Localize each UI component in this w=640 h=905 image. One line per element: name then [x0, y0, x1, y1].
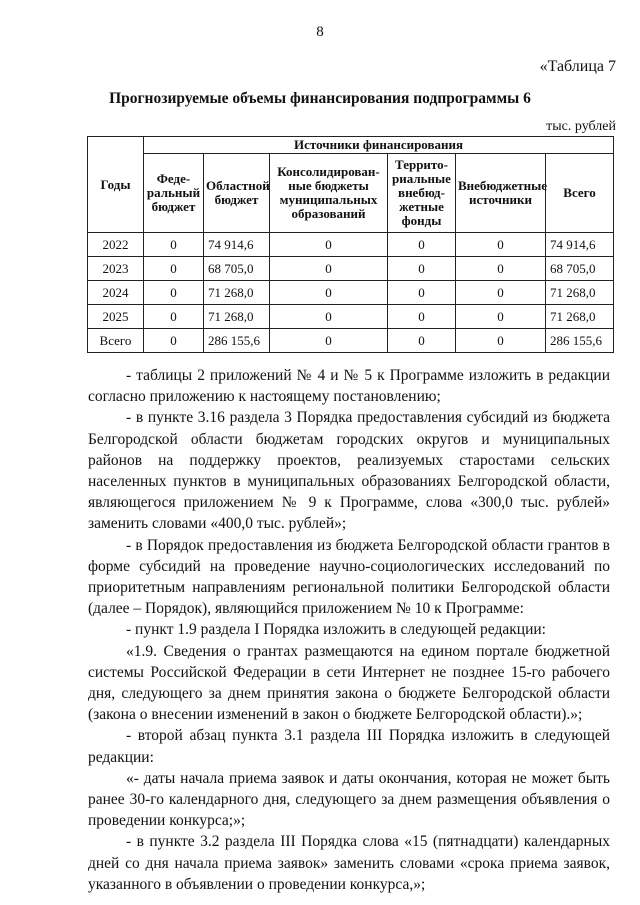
table-row [88, 233, 614, 257]
table-cell: 0 [270, 305, 388, 329]
table-cell: 0 [388, 305, 456, 329]
table-title: Прогнозируемые объемы финансирования подпрограммы 6 [109, 90, 531, 107]
table-cell: 0 [144, 305, 204, 329]
table-cell: 0 [144, 233, 204, 257]
table-row [88, 257, 614, 281]
year-cell: 2024 [88, 281, 144, 305]
year-cell: 2022 [88, 233, 144, 257]
body-text [88, 365, 610, 895]
year-cell: 2023 [88, 257, 144, 281]
table-cell: 71 268,0 [546, 305, 614, 329]
table-cell: 71 268,0 [546, 281, 614, 305]
paragraph: - таблицы 2 приложений № 4 и № 5 к Программе изложить в редакции согласно приложению к настоящему постановлению; [88, 367, 610, 406]
table-cell: 0 [456, 305, 546, 329]
column-header: Консолидирован-ные бюджеты муниципальных образований [270, 154, 388, 233]
paragraph: - в пункте 3.16 раздела 3 Порядка предоставления субсидий из бюджета Белгородской области бюджетам городских округов и муниципальных районов на поддержку проектов, реализуемых старостами сельских населенных пунктов в муниципальных образованиях Белгородской области, являющегося приложением № 9 к Программе, слова «300,0 тыс. рублей» заменить словами «400,0 тыс. рублей»; [88, 409, 610, 533]
paragraph: «1.9. Сведения о грантах размещаются на едином портале бюджетной системы Российской Федерации в сети Интернет не позднее 15-го рабочего дня, следующего за днем принятия закона о бюджете Белгородской области (закона о внесении изменений в закон о бюджете Белгородской области).»; [88, 642, 610, 724]
year-cell: Всего [88, 329, 144, 353]
years-header: Годы [88, 137, 144, 233]
paragraph: - в пункте 3.2 раздела III Порядка слова «15 (пятнадцати) календарных дней со дня начала приема заявок» заменить словами «срока приема заявок, указанного в объявлении о проведении конкурса,»; [88, 833, 610, 893]
paragraph: - в Порядок предоставления из бюджета Белгородской области грантов в форме субсидий на проведение научно-социологических исследований по приоритетным направлениям региональной политики Белгородской области (далее – Порядок), являющийся приложением № 10 к Программе: [88, 536, 610, 618]
table-row [88, 329, 614, 353]
paragraph: - пункт 1.9 раздела I Порядка изложить в следующей редакции: [126, 621, 546, 639]
table-cell: 0 [270, 233, 388, 257]
table-cell: 0 [456, 257, 546, 281]
table-cell: 68 705,0 [546, 257, 614, 281]
column-header: Областной бюджет [204, 154, 270, 233]
table-cell: 0 [456, 233, 546, 257]
column-header: Феде-ральный бюджет [144, 154, 204, 233]
table-cell: 0 [144, 281, 204, 305]
table-cell: 0 [388, 281, 456, 305]
column-header: Внебюджетные источники [456, 154, 546, 233]
table-cell: 286 155,6 [204, 329, 270, 353]
page-number: 8 [316, 24, 324, 40]
table-cell: 0 [270, 257, 388, 281]
paragraph: - второй абзац пункта 3.1 раздела III Порядка изложить в следующей редакции: [88, 727, 610, 766]
table-cell: 0 [388, 257, 456, 281]
units-label: тыс. рублей [546, 119, 616, 134]
table-cell: 0 [144, 329, 204, 353]
year-cell: 2025 [88, 305, 144, 329]
paragraph: «- даты начала приема заявок и даты окончания, которая не может быть ранее 30-го календарного дня, следующего за днем размещения объявления о проведении конкурса;»; [88, 769, 610, 830]
column-header: Всего [546, 154, 614, 233]
table-cell: 71 268,0 [204, 281, 270, 305]
table-cell: 0 [144, 257, 204, 281]
column-header: Террито-риальные внебюд-жетные фонды [388, 154, 456, 233]
table-cell: 0 [388, 329, 456, 353]
table-cell: 71 268,0 [204, 305, 270, 329]
table-cell: 74 914,6 [546, 233, 614, 257]
financing-table [87, 136, 614, 353]
sources-header: Источники финансирования [144, 137, 614, 154]
table-row [88, 305, 614, 329]
table-label: «Таблица 7 [539, 58, 616, 75]
table-cell: 74 914,6 [204, 233, 270, 257]
table-cell: 0 [270, 329, 388, 353]
table-cell: 68 705,0 [204, 257, 270, 281]
table-row [88, 281, 614, 305]
table-cell: 0 [456, 281, 546, 305]
table-cell: 0 [388, 233, 456, 257]
table-cell: 0 [456, 329, 546, 353]
table-cell: 0 [270, 281, 388, 305]
table-cell: 286 155,6 [546, 329, 614, 353]
